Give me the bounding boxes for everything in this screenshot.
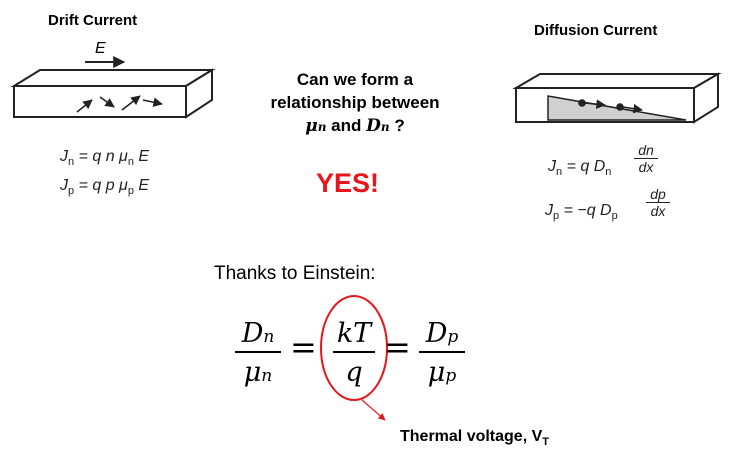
answer-yes: YES!	[316, 168, 380, 198]
fraction-kt-q-numerator: kT	[336, 318, 372, 349]
thermal-voltage-label: Thermal voltage, $V_T$	[400, 428, 549, 448]
fraction-bar-2	[333, 351, 375, 353]
equals-sign-2: =	[384, 328, 411, 366]
drift-slab	[14, 70, 212, 117]
drift-eq-p: $J_p = q$ p $\mu_p$ E	[60, 177, 150, 197]
diffusion-eq-n: $J_n = q$ $D_n$	[548, 158, 612, 178]
diffusion-eq-p-frac: dp dx	[646, 186, 670, 219]
thermal-voltage-pointer	[362, 400, 385, 420]
diffusion-eq-n-frac: dn dx	[634, 142, 658, 175]
diffusion-eq-p: $J_p = -q$ $D_p$	[545, 202, 618, 222]
fraction-bar-1	[235, 351, 281, 353]
fraction-dp-mup-numerator: Dp	[425, 318, 459, 349]
fraction-dn-mun-denominator: μn	[243, 357, 273, 388]
fraction-dn-mun-numerator: Dn	[241, 318, 275, 349]
fraction-bar-3	[419, 351, 465, 353]
drift-current-title: Drift Current	[48, 12, 138, 29]
fraction-kt-q-denominator: q	[345, 357, 363, 388]
question-text: Can we form a relationship between μn and Dn ?	[270, 70, 440, 136]
fraction-dp-mup-denominator: μp	[427, 357, 457, 388]
field-label: E	[95, 40, 106, 57]
einstein-intro: Thanks to Einstein:	[214, 263, 376, 284]
equals-sign-1: =	[290, 328, 317, 366]
drift-eq-n: $J_n = q$ n $\mu_n$ E	[60, 148, 150, 168]
diffusion-current-title: Diffusion Current	[534, 22, 658, 39]
